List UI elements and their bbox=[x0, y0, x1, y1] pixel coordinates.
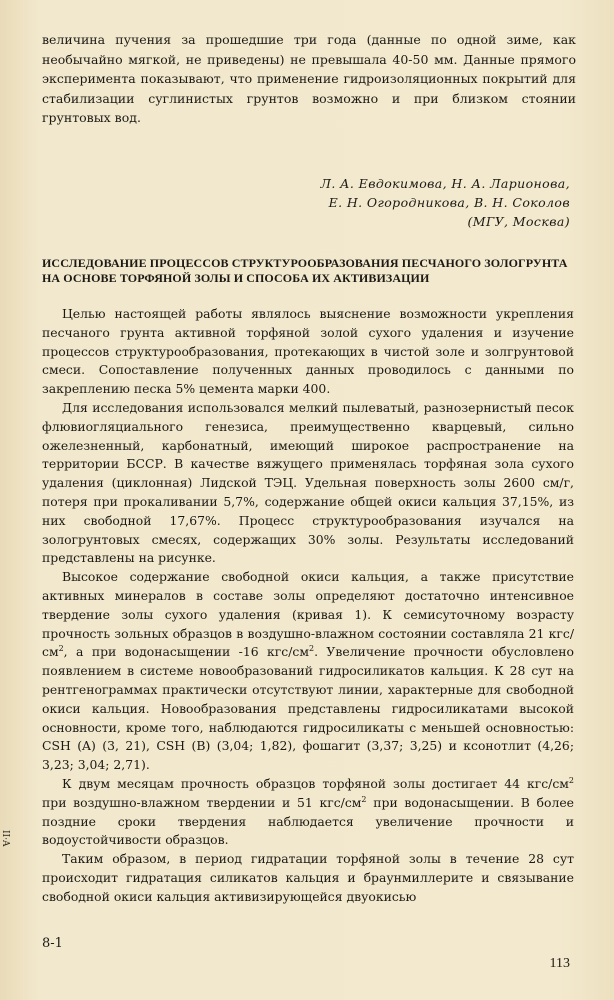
paragraph-1: Целью настоящей работы являлось выяснение возможности укрепления песчаного грунта активной торфяной золой сухого удаления и изучение процессов структурообразования, протекающих в чистой золе и золгрунтовой смеси. Сопоставление полученных данных проводилось с данными по закреплению песка 5% цемента марки 400. bbox=[42, 306, 574, 397]
article-title: ИССЛЕДОВАНИЕ ПРОЦЕССОВ СТРУКТУРООБРАЗОВАНИЯ ПЕСЧАНОГО ЗОЛОГРУНТА НА ОСНОВЕ ТОРФЯНОЙ ЗОЛЫ И СПОСОБА ИХ АКТИВИЗАЦИИ bbox=[42, 256, 568, 285]
paragraph-3-part-c: . Увеличение прочности обусловлено появлением в системе новообразований гидросиликатов кальция. К 28 сут на рентгенограммах практически отсутствуют линии, характерные для свободной окиси кальция. Новообразования представлены гидросиликатами высокой основности, кроме того, наблюдаются гидросиликаты с меньшей основностью: CSH (A) (3, 21), CSH (B) (3,04; 1,82), фошагит (3,37; 3,25) и ксонотлит (4,26; 3,23; 3,04; 2,71). bbox=[42, 644, 575, 773]
superscript-2: 2 bbox=[361, 794, 367, 804]
superscript-2: 2 bbox=[568, 775, 574, 785]
signature-mark: 8-1 bbox=[42, 936, 63, 951]
paragraph-3 bbox=[42, 568, 574, 775]
paragraph-3-part-a: Высокое содержание свободной окиси кальция, а также присутствие активных минералов в составе золы определяют достаточно интенсивное твердение золы сухого удаления (кривая 1). К семисуточному возрасту прочность зольных образцов в воздушно-влажном состоянии составляла 21 кгс/см bbox=[42, 569, 574, 660]
paragraph-3-part-b: , а при водонасыщении -16 кгс/см bbox=[63, 644, 309, 660]
page-number: 113 bbox=[549, 956, 570, 971]
paragraph-5: Таким образом, в период гидратации торфяной золы в течение 28 сут происходит гидратация силикатов кальция и браунмиллерите и связывание свободной окиси кальция активизирующейся двуокисью bbox=[42, 851, 574, 904]
top-paragraph: величина пучения за прошедшие три года (данные по одной зиме, как необычайно мягкой, не приведены) не превышала 40-50 мм. Данные прямого эксперимента показывают, что применение гидроизоляционных покрытий для стабилизации суглинистых грунтов возможно и при близком стоянии грунтовых вод. bbox=[42, 32, 576, 125]
superscript-2: 2 bbox=[308, 644, 315, 654]
margin-mark: II·A bbox=[0, 830, 10, 847]
authors-line-2: Е. Н. Огородникова, В. Н. Соколов bbox=[328, 195, 570, 210]
paragraph-4-part-a: К двум месяцам прочность образцов торфяной золы достигает 44 кгс/см bbox=[62, 775, 569, 791]
affiliation: (МГУ, Москва) bbox=[467, 214, 570, 229]
authors-line-1: Л. А. Евдокимова, Н. А. Ларионова, bbox=[320, 176, 570, 191]
article-body bbox=[42, 305, 574, 907]
top-paragraph-block bbox=[42, 30, 576, 128]
paragraph-2: Для исследования использовался мелкий пылеватый, разнозернистый песок флювиогляциального генезиса, преимущественно кварцевый, сильно ожелезненный, карбонатный, имеющий широкое распространение на территории БССР. В качестве вяжущего применялась торфяная зола сухого удаления (циклонная) Лидской ТЭЦ. Удельная поверхность золы 2600 см/г, потеря при прокаливании 5,7%, содержание общей окиси кальция 37,15%, из них свободной 17,67%. Процесс структурообразования изучался на зологрунтовых смесях, содержащих 30% золы. Результаты исследований представлены на рисунке. bbox=[42, 399, 574, 566]
authors-block bbox=[320, 174, 570, 231]
paragraph-4-part-b: при воздушно-влажном твердении и 51 кгс/см bbox=[42, 794, 362, 810]
superscript-2: 2 bbox=[58, 644, 64, 654]
paragraph-4-part-c: при водонасыщении. В более поздние сроки твердения наблюдается увеличение прочности и водоустойчивости образцов. bbox=[42, 794, 574, 848]
paragraph-4 bbox=[42, 775, 574, 850]
